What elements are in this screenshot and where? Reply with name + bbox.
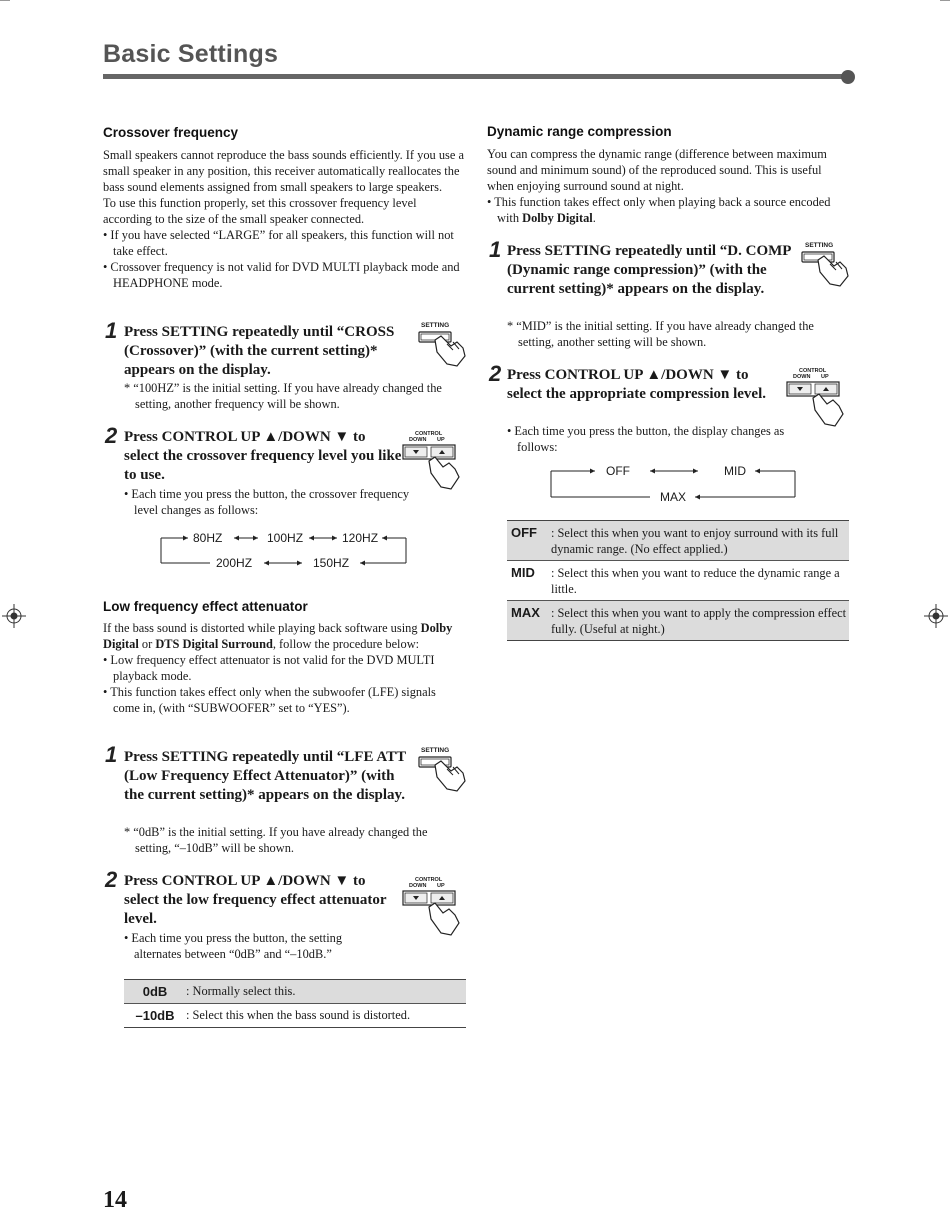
lfe-step1-note-block bbox=[124, 824, 466, 856]
drc-bullet: • This function takes effect only when playing back a source encoded with Dolby Digital. bbox=[487, 195, 831, 225]
title-rule bbox=[103, 74, 847, 79]
step-instruction: Press CONTROL UP ▲/DOWN ▼ to select the appropriate compression level. bbox=[507, 367, 766, 402]
lfe-step2 bbox=[124, 872, 389, 929]
step-number: 1 bbox=[489, 237, 502, 262]
lfe-options-table bbox=[124, 979, 466, 1028]
page-number: 14 bbox=[103, 1187, 127, 1213]
flow-item: 120HZ bbox=[342, 531, 379, 545]
step-instruction: Press CONTROL UP ▲/DOWN ▼ to select the low frequency effect attenuator level. bbox=[124, 873, 387, 927]
table-row: –10dB : Select this when the bass sound is distorted. bbox=[135, 1008, 411, 1023]
setting-button-icon: SETTING bbox=[417, 322, 471, 368]
step-instruction: Press CONTROL UP ▲/DOWN ▼ to select the crossover frequency level you like to use. bbox=[124, 429, 402, 483]
step-note: * “MID” is the initial setting. If you have already changed the setting, another setting will be shown. bbox=[507, 319, 814, 349]
lfe-step2-bullet-block bbox=[124, 930, 374, 962]
flow-item: MID bbox=[724, 464, 746, 478]
crossover-intro: Small speakers cannot reproduce the bass sounds efficiently. If you use a small speaker in any position, this receiver automatically reallocates the bass sound elements assigned from small speakers to large speakers. bbox=[103, 148, 464, 194]
crossover-intro2: To use this function properly, set this crossover frequency level according to the size of the small speaker connected. bbox=[103, 196, 417, 226]
step-bullet: • Each time you press the button, the crossover frequency level changes as follows: bbox=[124, 487, 410, 517]
step-instruction: Press SETTING repeatedly until “CROSS (Crossover)” (with the current setting)* appears on the display. bbox=[124, 324, 395, 378]
flow-item: 150HZ bbox=[313, 556, 350, 570]
crop-mark-tl bbox=[0, 0, 10, 1]
title-rule-dot bbox=[841, 70, 855, 84]
crossover-intro-block bbox=[103, 147, 465, 291]
step-number: 1 bbox=[105, 318, 118, 343]
drc-flow-diagram bbox=[550, 461, 798, 503]
step-instruction: Press SETTING repeatedly until “LFE ATT (Low Frequency Effect Attenuator)” (with the current setting)* appears on the display. bbox=[124, 749, 406, 803]
table-row: 0dB : Normally select this. bbox=[124, 980, 466, 1004]
registration-target-icon bbox=[924, 604, 948, 628]
step-instruction: Press SETTING repeatedly until “D. COMP (Dynamic range compression)” (with the current setting)* appears on the display. bbox=[507, 243, 791, 297]
crossover-step2-bullet-block bbox=[124, 486, 424, 518]
flow-item: 100HZ bbox=[267, 531, 304, 545]
crossover-bullet: • If you have selected “LARGE” for all speakers, this function will not take effect. bbox=[103, 228, 454, 258]
step-number: 2 bbox=[105, 867, 118, 892]
drc-intro-block bbox=[487, 146, 849, 226]
crossover-bullet: • Crossover frequency is not valid for DVD MULTI playback mode and HEADPHONE mode. bbox=[103, 260, 460, 290]
lfe-bullet: • This function takes effect only when the subwoofer (LFE) signals come in, (with “SUBWOOFER” set to “YES”). bbox=[103, 685, 436, 715]
step-number: 2 bbox=[489, 361, 502, 386]
step-bullet: • Each time you press the button, the display changes as follows: bbox=[507, 424, 785, 454]
control-button-icon: CONTROL DOWN UP bbox=[785, 368, 851, 428]
step-bullet: • Each time you press the button, the setting alternates between “0dB” and “–10dB.” bbox=[124, 931, 343, 961]
crossover-step1-note-block bbox=[124, 380, 466, 412]
lfe-intro-block bbox=[103, 620, 465, 716]
drc-options-table bbox=[507, 520, 849, 641]
page-title: Basic Settings bbox=[103, 40, 279, 68]
drc-intro: You can compress the dynamic range (difference between maximum sound and minimum sound) of the reproduced sound. This is useful when enjoying surround sound at night. bbox=[487, 147, 827, 193]
control-button-icon: CONTROL DOWN UP bbox=[401, 431, 467, 491]
step-number: 2 bbox=[105, 423, 118, 448]
control-button-icon: CONTROL DOWN UP bbox=[401, 877, 467, 937]
crossover-step2 bbox=[124, 428, 404, 485]
drc-heading: Dynamic range compression bbox=[487, 124, 672, 139]
setting-button-icon: SETTING bbox=[800, 242, 854, 288]
crossover-step1 bbox=[124, 323, 424, 380]
registration-target-icon bbox=[2, 604, 26, 628]
lfe-bullet: • Low frequency effect attenuator is not valid for the DVD MULTI playback mode. bbox=[103, 653, 435, 683]
flow-item: 200HZ bbox=[216, 556, 253, 570]
table-row: MID : Select this when you want to reduce the dynamic range a little. bbox=[507, 561, 849, 601]
drc-step2 bbox=[507, 366, 772, 404]
step-number: 1 bbox=[105, 742, 118, 767]
flow-item: OFF bbox=[606, 464, 630, 478]
drc-step1-note-block bbox=[507, 318, 849, 350]
lfe-step1 bbox=[124, 748, 414, 805]
setting-button-icon: SETTING bbox=[417, 747, 471, 793]
crossover-heading: Crossover frequency bbox=[103, 125, 239, 140]
flow-item: MAX bbox=[660, 490, 687, 504]
lfe-heading: Low frequency effect attenuator bbox=[103, 599, 308, 614]
lfe-intro: If the bass sound is distorted while playing back software using Dolby Digital or DTS Digital Surround, follow the procedure below: bbox=[103, 621, 453, 651]
crop-mark-tr bbox=[940, 0, 950, 1]
step-note: * “0dB” is the initial setting. If you have already changed the setting, “–10dB” will be shown. bbox=[124, 825, 428, 855]
drc-step1 bbox=[507, 242, 797, 299]
table-row: MAX : Select this when you want to apply the compression effect fully. (Useful at night.) bbox=[507, 601, 849, 641]
drc-step2-bullet-block bbox=[507, 423, 797, 455]
crossover-flow-diagram bbox=[160, 528, 408, 568]
flow-item: 80HZ bbox=[193, 531, 223, 545]
step-note: * “100HZ” is the initial setting. If you have already changed the setting, another frequency will be shown. bbox=[124, 381, 442, 411]
table-row: OFF : Select this when you want to enjoy surround with its full dynamic range. (No effect applied.) bbox=[507, 521, 849, 561]
